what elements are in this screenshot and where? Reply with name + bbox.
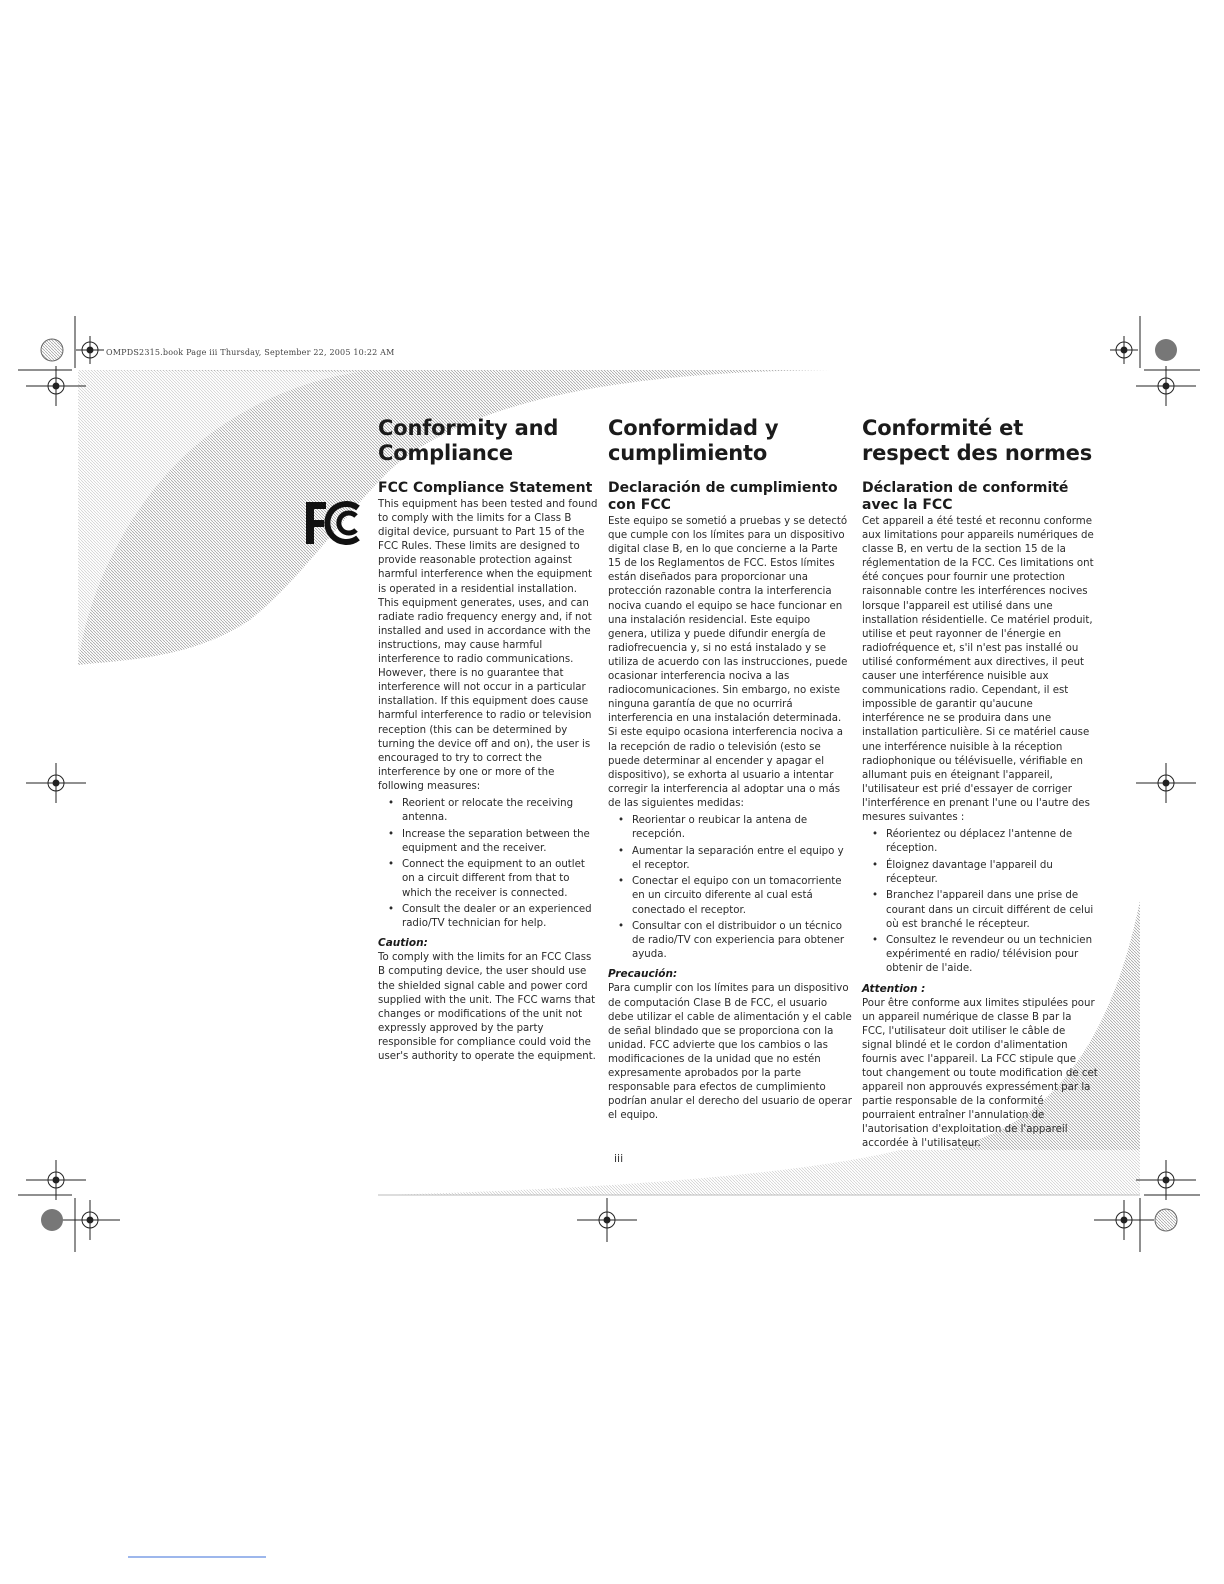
caution-heading-english: Caution: — [378, 937, 428, 950]
list-item: • Consult the dealer or an experienced radio/TV technician for help. — [402, 903, 598, 931]
measures-list-english — [378, 797, 598, 931]
section-title-french: Conformité et respect des normes — [862, 416, 1093, 465]
subsection-title-french: Déclaration de conformité avec la FCC — [862, 480, 1069, 513]
measures-list-spanish — [608, 814, 852, 962]
caution-body-spanish: Para cumplir con los límites para un dispositivo de computación Clase B de FCC, el usuario debe utilizar el cable de alimentación y el cable de señal blindado que se proporciona con la unidad. FCC advierte que los cambios o las modificaciones de la unidad que no estén expresamente aprobados por la parte responsable para efectos de cumplimiento podrían anular el derecho del usuario de operar el equipo. — [608, 983, 852, 1122]
section-title-spanish: Conformidad y cumplimiento — [608, 416, 779, 465]
caution-heading-french: Attention : — [862, 982, 926, 995]
list-item: • Aumentar la separación entre el equipo y el receptor. — [632, 845, 852, 873]
page-number: iii — [614, 1152, 624, 1165]
list-item: • Reorient or relocate the receiving antenna. — [402, 797, 598, 825]
print-header: OMPDS2315.book Page iii Thursday, September 22, 2005 10:22 AM — [106, 348, 395, 357]
section-title-english: Conformity and Compliance — [378, 416, 559, 465]
list-item: • Éloignez davantage l'appareil du récepteur. — [886, 859, 1098, 887]
column-french — [862, 416, 1098, 1152]
hatched-band-bottom — [380, 1150, 1140, 1195]
list-item: • Consultar con el distribuidor o un técnico de radio/TV con experiencia para obtener ayuda. — [632, 920, 852, 962]
column-english — [378, 416, 598, 1064]
statement-body-english: This equipment has been tested and found to comply with the limits for a Class B digital device, pursuant to Part 15 of the FCC Rules. These limits are designed to provide reasonable protection against harmful interference when the equipment is operated in a residential installation. This equipment generates, uses, and can radiate radio frequency energy and, if not installed and used in accordance with the instructions, may cause harmful interference to radio communications. However, there is no guarantee that interference will not occur in a particular installation. If this equipment does cause harmful interference to radio or television reception (this can be determined by turning the device off and on), the user is encouraged to try to correct the interference by one or more of the following measures: — [378, 499, 598, 792]
fcc-logo-icon — [304, 500, 362, 546]
statement-body-spanish: Este equipo se sometió a pruebas y se detectó que cumple con los límites para un dispositivo digital clase B, en lo que concierne a la Parte 15 de los Reglamentos de FCC. Estos límites están diseñados para proporcionar una protección razonable contra la interferencia nociva cuando el equipo se hace funcionar en una instalación residencial. Este equipo genera, utiliza y puede difundir energía de radiofrecuencia y, si no está instalado y se utiliza de acuerdo con las instrucciones, puede ocasionar interferencia nociva a las radiocomunicaciones. Sin embargo, no existe ninguna garantía de que no ocurrirá interferencia en una instalación determinada. Si este equipo ocasiona interferencia nociva a la recepción de radio o televisión (esto se puede determinar al encender y apagar el dispositivo), se exhorta al usuario a intentar corregir la interferencia al adoptar una o más de las siguientes medidas: — [608, 516, 848, 809]
subsection-title-spanish: Declaración de cumplimiento con FCC — [608, 480, 838, 513]
list-item: • Increase the separation between the equipment and the receiver. — [402, 828, 598, 856]
caution-body-french: Pour être conforme aux limites stipulées pour un appareil numérique de classe B par la FCC, l'utilisateur doit utiliser le câble de signal blindé et le cordon d'alimentation fournis avec l'appareil. La FCC stipule que tout changement ou toute modification de cet appareil non approuvés expressément par la partie responsable de la conformité pourraient entraîner l'annulation de l'autorisation d'exploitation de l'appareil accordée à l'utilisateur. — [862, 997, 1098, 1150]
list-item: • Reorientar o reubicar la antena de recepción. — [632, 814, 852, 842]
caution-body-english: To comply with the limits for an FCC Class B computing device, the user should use the shielded signal cable and power cord supplied with the unit. The FCC warns that changes or modifications of the unit not expressly approved by the party responsible for compliance could void the user's authority to operate the equipment. — [378, 952, 596, 1062]
list-item: • Connect the equipment to an outlet on a circuit different from that to which the receiver is connected. — [402, 858, 598, 900]
list-item: • Consultez le revendeur ou un technicien expérimenté en radio/ télévision pour obtenir de l'aide. — [886, 934, 1098, 976]
list-item: • Conectar el equipo con un tomacorriente en un circuito diferente al cual está conectado el receptor. — [632, 875, 852, 917]
subsection-title-english: FCC Compliance Statement — [378, 480, 593, 496]
column-spanish — [608, 416, 852, 1123]
caution-heading-spanish: Precaución: — [608, 968, 678, 981]
list-item: • Branchez l'appareil dans une prise de courant dans un circuit différent de celui où est branché le récepteur. — [886, 889, 1098, 931]
statement-body-french: Cet appareil a été testé et reconnu conforme aux limitations pour appareils numériques de classe B, en vertu de la section 15 de la réglementation de la FCC. Ces limitations ont été conçues pour fournir une protection raisonnable contre les interférences nocives lorsque l'appareil est utilisé dans une installation résidentielle. Ce matériel produit, utilise et peut rayonner de l'énergie en radiofréquence et, s'il n'est pas installé ou utilisé conformément aux directives, il peut causer une interférence nuisible aux communications radio. Cependant, il est impossible de garantir qu'aucune interférence ne se produira dans une installation particulière. Si ce matériel cause une interférence nuisible à la réception radiophonique ou télévisuelle, vérifiable en allumant puis en éteignant l'appareil, l'utilisateur est prié d'essayer de corriger l'interférence en prenant l'une ou l'autre des mesures suivantes : — [862, 516, 1094, 823]
measures-list-french — [862, 828, 1098, 976]
list-item: • Réorientez ou déplacez l'antenne de réception. — [886, 828, 1098, 856]
